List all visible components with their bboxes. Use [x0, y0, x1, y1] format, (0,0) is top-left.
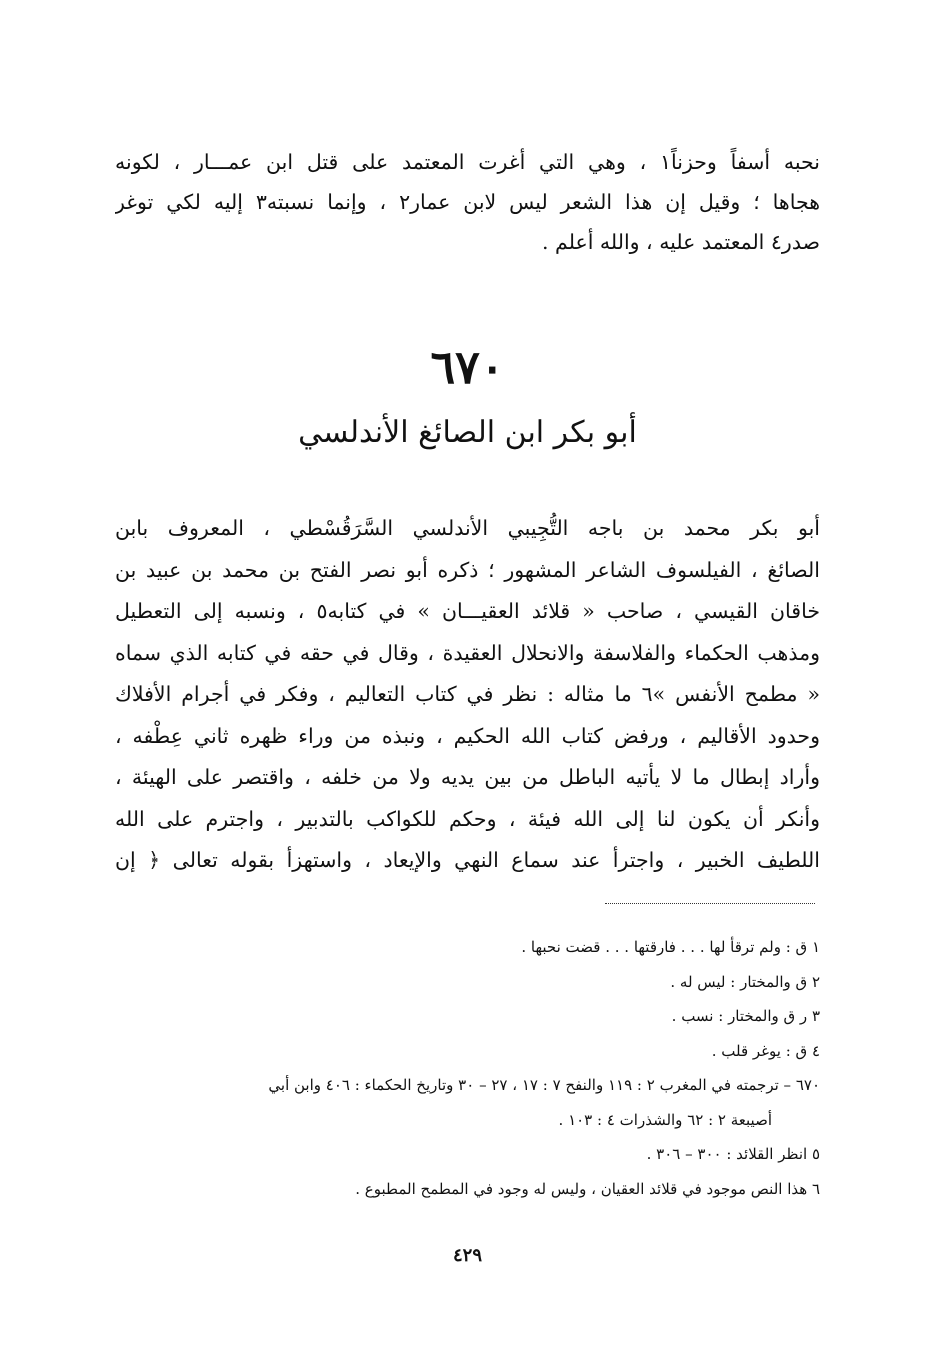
- text-line: نحبه أسفاً وحزناً١ ، وهي التي أغرت المعتمد على قتل ابن عمـــار ، لكونه: [115, 150, 820, 174]
- footnote: ٦ هذا النص موجود في قلائد العقيان ، وليس له وجود في المطمح المطبوع .: [355, 1179, 820, 1198]
- footnote-continuation: أصيبعة ٢ : ٦٢ والشذرات ٤ : ١٠٣ .: [558, 1110, 772, 1129]
- text-line: اللطيف الخبير ، واجترأ عند سماع النهي والإيعاد ، واستهزأ بقوله تعالى ﴿ إن: [115, 848, 820, 872]
- entry-body: [115, 508, 820, 882]
- footnote: ١ ق : ولم ترقأ لها . . . فارقتها . . . قضت نحبها .: [521, 938, 820, 956]
- footnote: ٥ انظر القلائد : ٣٠٠ – ٣٠٦ .: [646, 1145, 820, 1163]
- text-line: وأنكر أن يكون لنا إلى الله فيئة ، وحكم للكواكب بالتدبير ، واجترم على الله: [115, 806, 820, 831]
- footnote: ٣ ر ق والمختار : نسب .: [671, 1007, 820, 1025]
- continued-paragraph: [115, 142, 820, 262]
- text-line: وأراد إبطال ما لا يأتيه الباطل من بين يديه ولا من خلفه ، واقتصر على الهيئة ،: [115, 765, 820, 789]
- entry-title: أبو بكر ابن الصائغ الأندلسي: [298, 415, 637, 450]
- text-line: « مطمح الأنفس »٦ ما مثاله : نظر في كتاب التعاليم ، وفكر في أجرام الأفلاك: [115, 682, 820, 706]
- text-line: ومذهب الحكماء والفلاسفة والانحلال العقيدة ، وقال في حقه في كتابه الذي سماه: [115, 640, 820, 665]
- text-line: صدر٤ المعتمد عليه ، والله أعلم .: [542, 230, 820, 254]
- text-line: وحدود الأقاليم ، ورفض كتاب الله الحكيم ، ونبذه من وراء ظهره ثاني عِطْفه ،: [115, 723, 820, 748]
- footnotes: [115, 930, 820, 1206]
- page-number: ٤٢٩: [452, 1245, 482, 1266]
- text-line: أبو بكر محمد بن باجه التُّجِيبي الأندلسي السَّرَقُسْطي ، المعروف بابن: [115, 516, 820, 540]
- footnote: ٤ ق : يوغر قلب .: [711, 1041, 820, 1060]
- text-line: الصائغ ، الفيلسوف الشاعر المشهور ؛ ذكره أبو نصر الفتح بن محمد بن عبيد بن: [115, 557, 820, 582]
- footnote: ٦٧٠ – ترجمته في المغرب ٢ : ١١٩ والنفح ٧ : ١٧ ، ٢٧ – ٣٠ وتاريخ الحكماء : ٤٠٦ وابن أبي: [268, 1076, 820, 1094]
- text-line: هجاها ؛ وقيل إن هذا الشعر ليس لابن عمار٢ ، وإنما نسبته٣ إليه لكي توغر: [115, 190, 820, 214]
- footnote-divider: [605, 903, 815, 904]
- entry-number: ٦٧٠: [430, 340, 505, 394]
- text-line: خاقان القيسي ، صاحب « قلائد العقيـــان » في كتابه٥ ، ونسبه إلى التعطيل: [115, 599, 820, 623]
- footnote: ٢ ق والمختار : ليس له .: [670, 972, 820, 991]
